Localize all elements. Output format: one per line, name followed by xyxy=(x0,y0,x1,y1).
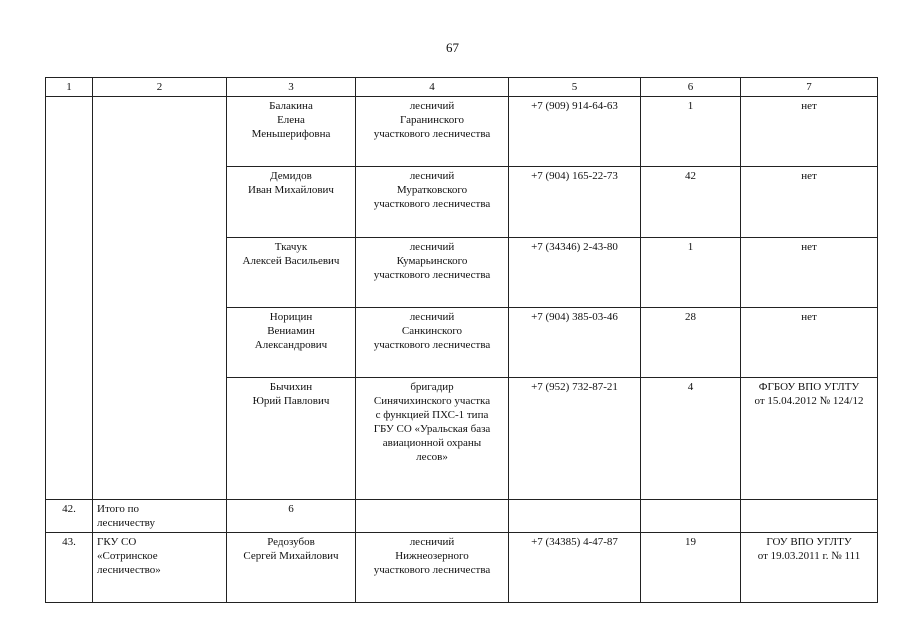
row-number: 43. xyxy=(46,533,93,603)
employee-phone: +7 (904) 165-22-73 xyxy=(509,167,641,238)
employee-experience: 28 xyxy=(641,308,741,378)
employee-name: Демидов Иван Михайлович xyxy=(227,167,356,238)
column-number: 2 xyxy=(93,78,227,97)
employee-position: лесничий Нижнеозерного участкового лесничества xyxy=(356,533,509,603)
employee-education: нет xyxy=(741,308,878,378)
merged-number-cell xyxy=(46,97,93,500)
forestry-staff-table xyxy=(45,77,878,603)
employee-education: нет xyxy=(741,238,878,308)
employee-phone: +7 (904) 385-03-46 xyxy=(509,308,641,378)
total-label: Итого по лесничеству xyxy=(93,500,227,533)
merged-forestry-cell xyxy=(93,97,227,500)
column-number: 4 xyxy=(356,78,509,97)
employee-name: Редозубов Сергей Михайлович xyxy=(227,533,356,603)
employee-phone: +7 (34385) 4-47-87 xyxy=(509,533,641,603)
column-number: 6 xyxy=(641,78,741,97)
empty-cell xyxy=(741,500,878,533)
employee-experience: 1 xyxy=(641,97,741,167)
total-count: 6 xyxy=(227,500,356,533)
employee-name: Бычихин Юрий Павлович xyxy=(227,378,356,500)
table-row xyxy=(46,533,878,603)
employee-phone: +7 (909) 914-64-63 xyxy=(509,97,641,167)
employee-experience: 4 xyxy=(641,378,741,500)
employee-experience: 42 xyxy=(641,167,741,238)
row-number: 42. xyxy=(46,500,93,533)
employee-name: Балакина Елена Меньшерифовна xyxy=(227,97,356,167)
forestry-name: ГКУ СО «Сотринское лесничество» xyxy=(93,533,227,603)
employee-education: нет xyxy=(741,167,878,238)
table-row xyxy=(46,97,878,167)
employee-name: Норицин Вениамин Александрович xyxy=(227,308,356,378)
employee-education: ФГБОУ ВПО УГЛТУ от 15.04.2012 № 124/12 xyxy=(741,378,878,500)
employee-name: Ткачук Алексей Васильевич xyxy=(227,238,356,308)
column-number: 5 xyxy=(509,78,641,97)
employee-education: нет xyxy=(741,97,878,167)
empty-cell xyxy=(509,500,641,533)
employee-phone: +7 (952) 732-87-21 xyxy=(509,378,641,500)
empty-cell xyxy=(641,500,741,533)
employee-position: бригадир Синячихинского участка с функцией ПХС-1 типа ГБУ СО «Уральская база авиационной охраны лесов» xyxy=(356,378,509,500)
employee-position: лесничий Гаранинского участкового лесничества xyxy=(356,97,509,167)
employee-position: лесничий Санкинского участкового лесничества xyxy=(356,308,509,378)
employee-position: лесничий Кумарьинского участкового лесничества xyxy=(356,238,509,308)
employee-phone: +7 (34346) 2-43-80 xyxy=(509,238,641,308)
column-number: 3 xyxy=(227,78,356,97)
employee-position: лесничий Муратковского участкового лесничества xyxy=(356,167,509,238)
total-row xyxy=(46,500,878,533)
employee-education: ГОУ ВПО УГЛТУ от 19.03.2011 г. № 111 xyxy=(741,533,878,603)
page-number: 67 xyxy=(446,40,459,55)
employee-experience: 19 xyxy=(641,533,741,603)
column-number-row xyxy=(46,78,878,97)
column-number: 1 xyxy=(46,78,93,97)
empty-cell xyxy=(356,500,509,533)
column-number: 7 xyxy=(741,78,878,97)
employee-experience: 1 xyxy=(641,238,741,308)
